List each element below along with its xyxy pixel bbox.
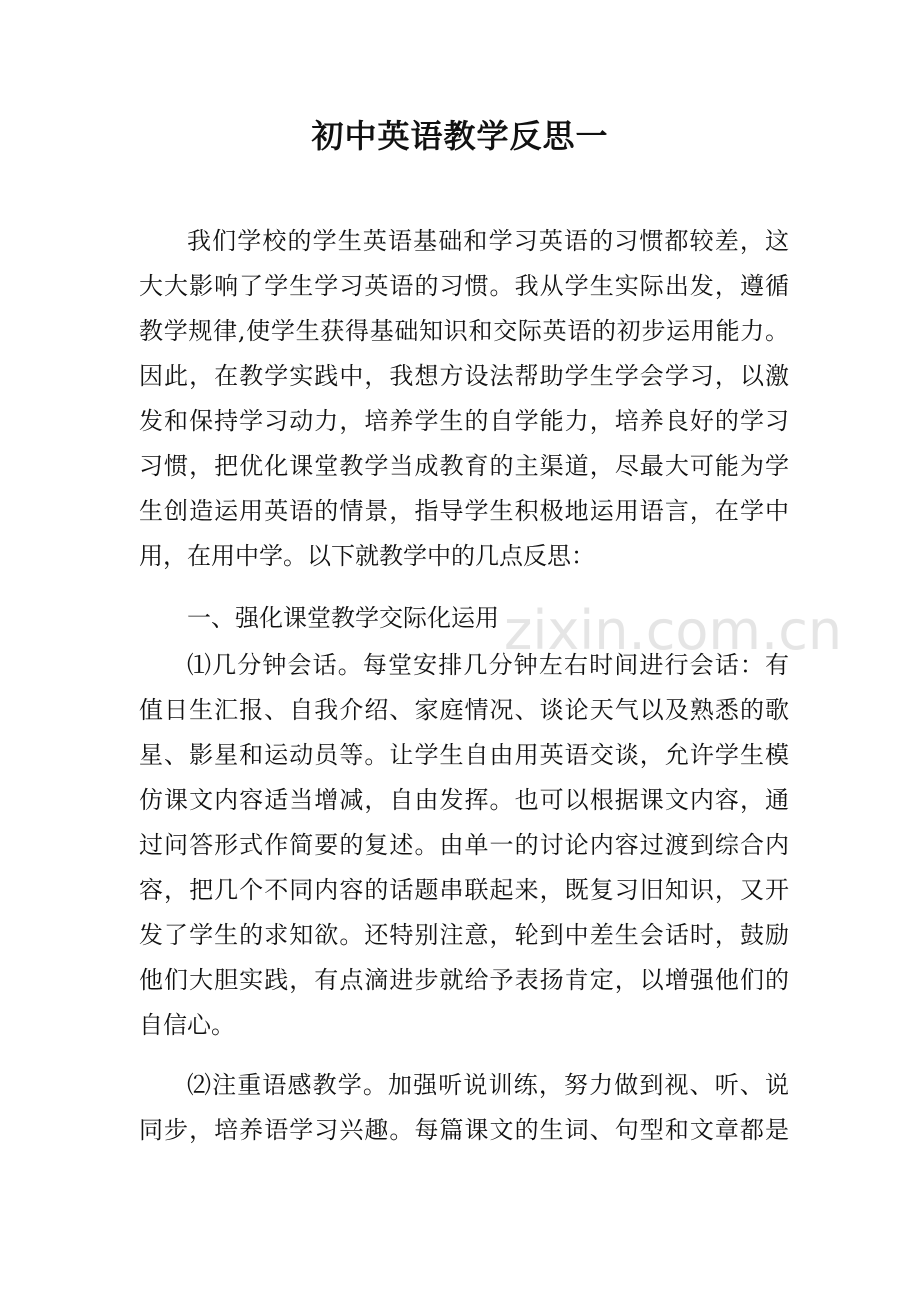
paragraph-line: 用，在用中学。以下就教学中的几点反思： [139,542,595,570]
paragraph-line: 过问答形式作简要的复述。由单一的讨论内容过渡到综合内 [139,831,789,859]
paragraph-line: 容，把几个不同内容的话题串联起来，既复习旧知识，又开 [139,876,789,904]
paragraph-line: 教学规律,使学生获得基础知识和交际英语的初步运用能力。 [139,317,789,345]
paragraph-line: 我们学校的学生英语基础和学习英语的习惯都较差，这 [187,227,789,255]
paragraph-line: 仿课文内容适当增减，自由发挥。也可以根据课文内容，通 [139,786,789,814]
watermark: zixin.com.cn [504,599,843,662]
paragraph-line: 因此，在教学实践中，我想方设法帮助学生学会学习，以激 [139,362,789,390]
paragraph-line: 值日生汇报、自我介绍、家庭情况、谈论天气以及熟悉的歌 [139,696,789,724]
paragraph-line: 大大影响了学生学习英语的习惯。我从学生实际出发，遵循 [139,272,789,300]
paragraph-line: 生创造运用英语的情景，指导学生积极地运用语言，在学中 [139,497,789,525]
paragraph-line: 他们大胆实践，有点滴进步就给予表扬肯定，以增强他们的 [139,966,789,994]
section-heading: 一、强化课堂教学交际化运用 [187,604,499,632]
paragraph-line: 星、影星和运动员等。让学生自由用英语交谈，允许学生模 [139,741,789,769]
paragraph-line: 习惯，把优化课堂教学当成教育的主渠道，尽最大可能为学 [139,452,789,480]
paragraph-line: 同步，培养语学习兴趣。每篇课文的生词、句型和文章都是 [139,1116,789,1144]
document-title: 初中英语教学反思一 [311,117,609,155]
paragraph-line: 自信心。 [139,1011,235,1039]
paragraph-line: ⑵注重语感教学。加强听说训练，努力做到视、听、说 [187,1071,789,1099]
paragraph-line: ⑴几分钟会话。每堂安排几分钟左右时间进行会话：有 [187,651,789,679]
paragraph-line: 发了学生的求知欲。还特别注意，轮到中差生会话时，鼓励 [139,921,789,949]
paragraph-line: 发和保持学习动力，培养学生的自学能力，培养良好的学习 [139,407,789,435]
